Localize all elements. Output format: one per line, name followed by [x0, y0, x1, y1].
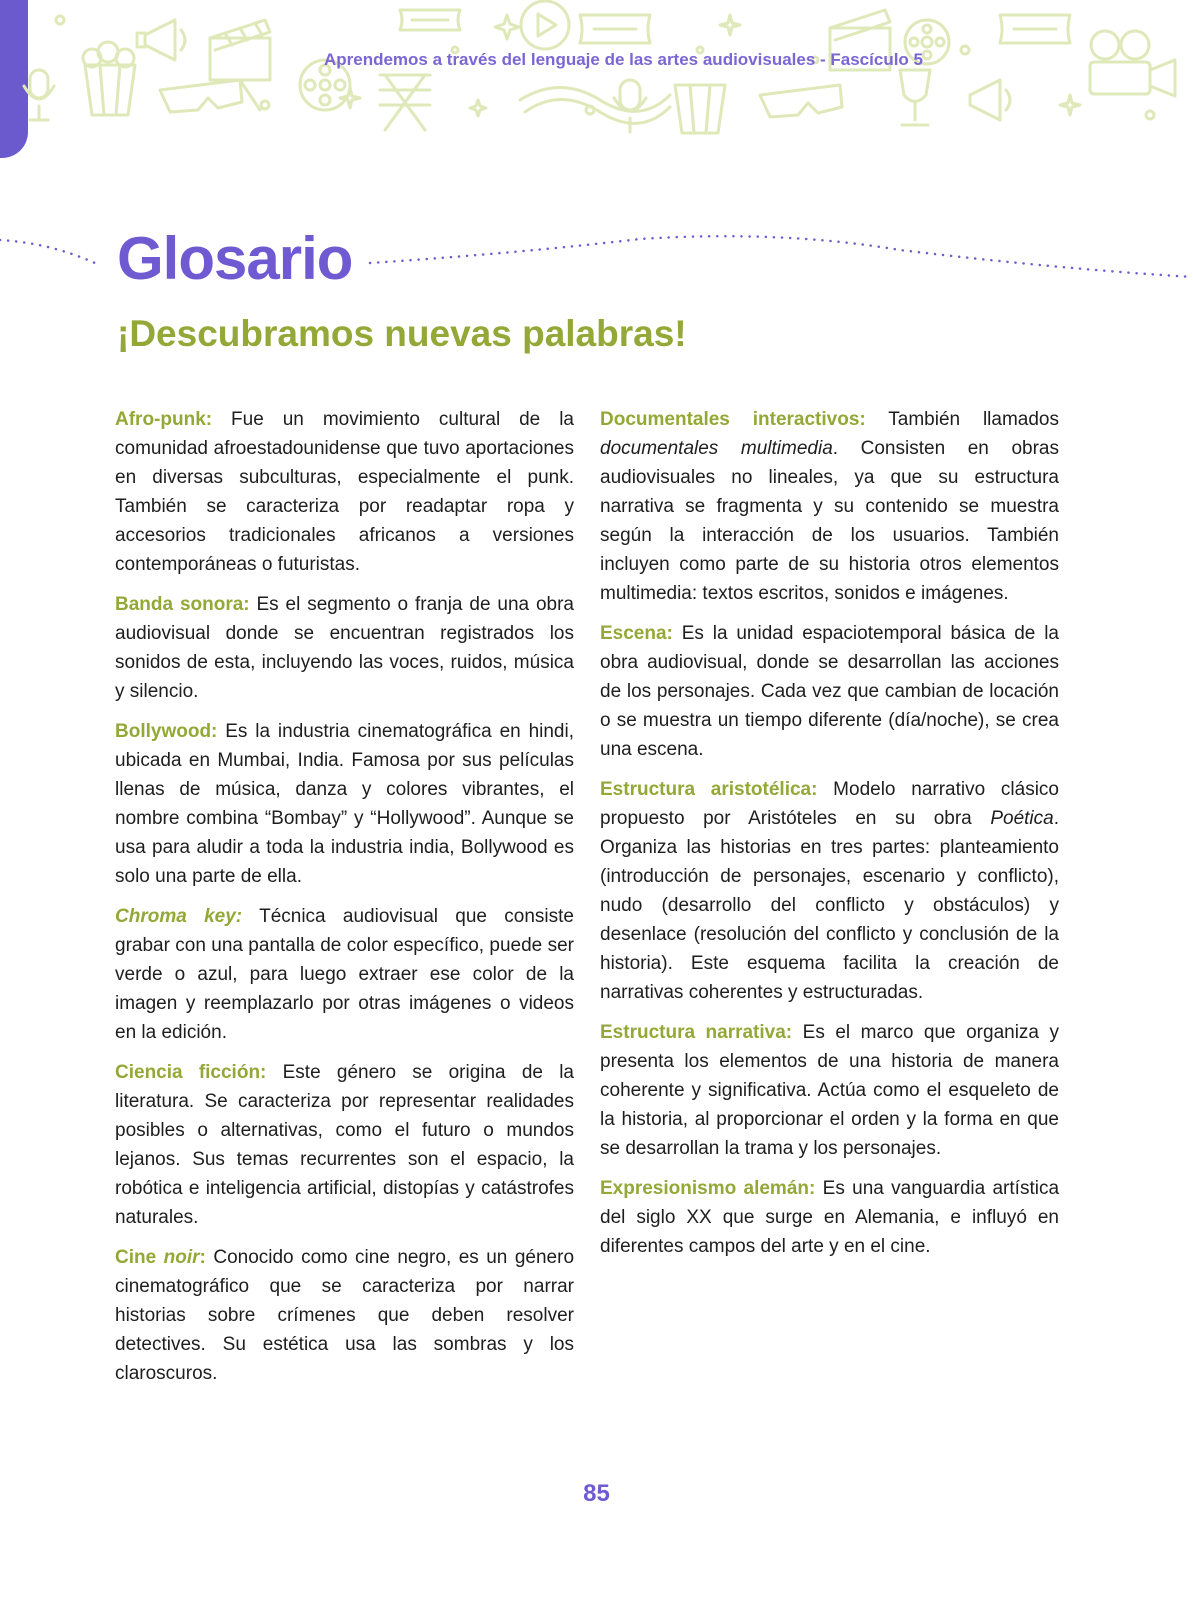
glossary-definition: Modelo narrativo clásico propuesto por Aristóteles en su obra [600, 779, 1059, 829]
glossary-term: Expresionismo alemán: [600, 1178, 816, 1199]
glossary-entry-estructura-narrativa [600, 1018, 1059, 1163]
glossary-definition: Es una vanguardia artística del siglo XX que surge en Alemania, e influyó en diferentes campos del arte y en el cine. [600, 1178, 1060, 1257]
doodle-banner [0, 0, 1193, 140]
glossary-term: Chroma key: [115, 906, 243, 927]
megaphone-icon [970, 80, 1010, 120]
glossary-definition: Conocido como cine negro, es un género cinematográfico que se caracteriza por narrar historias sobre crímenes que deben resolver detectives. Su estética usa las sombras y los claroscuros. [115, 1247, 575, 1384]
film-reel-icon [520, 88, 670, 124]
glossary-entry-expresionismo-aleman [600, 1174, 1059, 1261]
sparkle-icon [720, 15, 740, 35]
sparkle-icon [495, 15, 519, 39]
glossary-entry-bollywood [115, 717, 574, 891]
glossary-term [115, 1247, 206, 1268]
ticket-icon [1000, 15, 1070, 43]
glossary-entry-afro-punk [115, 405, 574, 579]
glossary-term-part: noir [163, 1247, 200, 1268]
glossary-definition: Este género se origina de la literatura. Se caracteriza por representar realidades posibles o alternativas, como el futuro o mundos lejanos. Sus temas recurrentes son el espacio, la robótica e inteligencia artificial, distopías y catástrofes naturales. [115, 1062, 575, 1228]
glossary-entry-banda-sonora [115, 590, 574, 706]
trophy-icon [900, 70, 930, 125]
glossary-term: Estructura narrativa: [600, 1022, 793, 1043]
glossary-term: Ciencia ficción: [115, 1062, 267, 1083]
glossary-term-part: : [199, 1247, 206, 1268]
glossary-entry-cine-noir [115, 1243, 574, 1388]
glossary-term: Escena: [600, 623, 673, 644]
popcorn-icon [675, 85, 725, 133]
banner-doodles [0, 0, 1193, 140]
sparkle-icon [340, 88, 360, 108]
glossary-entry-escena [600, 619, 1059, 764]
sparkle-icon [1060, 95, 1080, 115]
glossary-definition: También llamados [865, 409, 1059, 430]
director-chair-icon [380, 75, 430, 130]
glossary-definition: Es el segmento o franja de una obra audiovisual donde se encuentran registrados los sonidos de esta, incluyendo las voces, ruidos, música y silencio. [115, 594, 574, 702]
glossary-term-part: Cine [115, 1247, 164, 1268]
glossary-term: Afro-punk: [115, 409, 213, 430]
page-title: Glosario [117, 226, 364, 292]
glossary-definition: Es el marco que organiza y presenta los elementos de una historia de manera coherente y significativa. Actúa como el esqueleto de la historia, al proporcionar el orden y la forma en que se desarrollan la trama y los personajes. [600, 1022, 1059, 1159]
glossary-definition: . Consisten en obras audiovisuales no lineales, ya que su estructura narrativa se fragmenta y su contenido se muestra según la interacción de los usuarios. También incluyen como parte de su historia otros elementos multimedia: textos escritos, sonidos e imágenes. [600, 438, 1059, 604]
microphone-icon [24, 70, 54, 120]
glossary-definition: Fue un movimiento cultural de la comunidad afroestadounidense que tuvo aportaciones en diversas subculturas, especialmente el punk. También se caracteriza por readaptar ropa y accesorios tradicionales africanos a versiones contemporáneas o futuristas. [115, 409, 574, 575]
glossary-term: Documentales interactivos: [600, 409, 866, 430]
ticket-icon [580, 15, 650, 43]
glossary-entry-ciencia-ficcion [115, 1058, 574, 1232]
ticket-icon [400, 10, 460, 30]
glossary-definition: Es la industria cinematográfica en hindi, ubicada en Mumbai, India. Famosa por sus películas llenas de música, danza y colores vibrantes, el nombre combina “Bombay” y “Hollywood”. Aunque se usa para aludir a toda la industria india, Bollywood es solo una parte de ella. [115, 721, 574, 887]
glossary-definition-italic: Poética [990, 808, 1054, 829]
glossary-column-right [600, 405, 1059, 1272]
glossary-term: Estructura aristotélica: [600, 779, 818, 800]
3d-glasses-icon [760, 85, 842, 117]
glossary-term: Bollywood: [115, 721, 218, 742]
glossary-column-left [115, 405, 574, 1399]
page-number: 85 [583, 1480, 610, 1507]
movie-camera-icon [1090, 31, 1175, 96]
running-title: Aprendemos a través del lenguaje de las artes audiovisuales - Fascículo 5 [323, 50, 923, 69]
page-subtitle: ¡Descubramos nuevas palabras! [117, 313, 687, 354]
sparkle-icon [470, 100, 486, 116]
glossary-definition: Es la unidad espaciotemporal básica de la obra audiovisual, donde se desarrollan las acciones de los personajes. Cada vez que cambian de locación o se muestra un tiempo diferente (día/noche), se crea una escena. [600, 623, 1059, 760]
play-icon [521, 1, 569, 49]
glossary-entry-documentales-interactivos [600, 405, 1059, 608]
glossary-definition-italic: documentales multimedia [600, 438, 833, 459]
3d-glasses-icon [160, 80, 260, 112]
glossary-definition: . Organiza las historias en tres partes: planteamiento (introducción de personajes, escenario y conflicto), nudo (desarrollo del conflicto y obstáculos) y desenlace (resolución del conflicto y conclusión de la historia). Este esquema facilita la creación de narrativas coherentes y estructuradas. [600, 808, 1059, 1003]
glossary-definition: Técnica audiovisual que consiste grabar con una pantalla de color específico, puede ser verde o azul, para luego extraer ese color de la imagen y reemplazarlo por otras imágenes o videos en la edición. [115, 906, 574, 1043]
glossary-term: Banda sonora: [115, 594, 250, 615]
glossary-entry-chroma-key [115, 902, 574, 1047]
glossary-entry-estructura-aristotelica [600, 775, 1059, 1007]
